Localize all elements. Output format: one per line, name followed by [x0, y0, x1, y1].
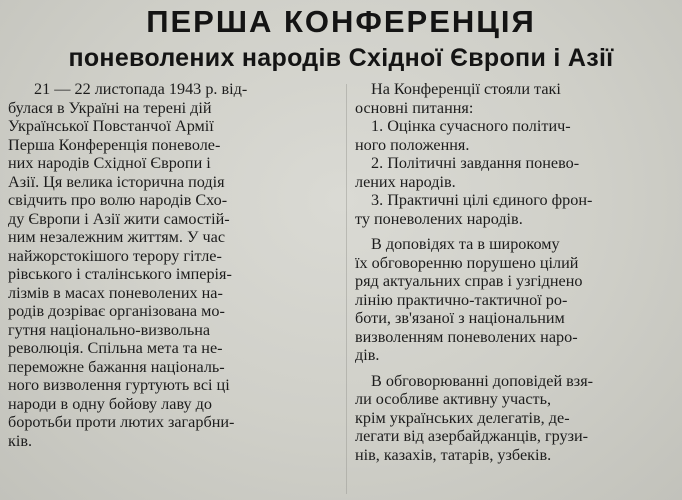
text-line: родів дозріває організована мо-: [8, 302, 225, 320]
text-line: рівського і сталінського імперія-: [8, 265, 232, 283]
text-line: їх обговоренню порушено цілий: [355, 253, 579, 272]
list-item: 1. Оцінка сучасного політич-: [371, 117, 571, 135]
column-divider: [346, 84, 347, 494]
text-line: основні питання:: [355, 98, 474, 117]
text-line: ним незалежним життям. У час: [8, 228, 226, 246]
list-item: 2. Політичні завдання понево-: [371, 154, 580, 172]
paragraph-gap: [355, 228, 675, 235]
headline-line-1: ПЕРША КОНФЕРЕНЦІЯ: [146, 4, 536, 39]
text-line: В доповідях та в широкому: [371, 235, 560, 253]
list-item: ту поневолених народів.: [355, 209, 523, 228]
text-line: булася в Україні на терені дій: [8, 98, 212, 117]
text-line: ного визволення гуртують всі ці: [8, 376, 230, 394]
right-column: [355, 80, 675, 464]
list-item: 3. Практичні цілі єдиного фрон-: [371, 191, 593, 209]
text-line: лізмів в масах поневолених на-: [8, 283, 223, 302]
text-line: переможне бажання національ-: [8, 357, 225, 376]
text-line: гутня національно-визвольна: [8, 320, 211, 339]
text-line: дів.: [355, 346, 380, 364]
headline-line-2: поневолених народів Східної Європи і Азії: [68, 44, 614, 72]
text-line: ряд актуальних справ і узгіднено: [355, 272, 583, 290]
text-line: крім українських делегатів, де-: [355, 408, 570, 427]
text-line: народи в одну бойову лаву до: [8, 394, 213, 413]
list-item: лених народів.: [355, 172, 456, 191]
text-line: лінію практично-тактичної ро-: [355, 290, 568, 309]
text-line: ду Європи і Азії жити самостій-: [8, 209, 230, 228]
text-line: ли особливе активну участь,: [355, 390, 552, 408]
text-line: ків.: [8, 431, 33, 450]
text-line: легати від азербайджанців, грузи-: [355, 427, 589, 445]
text-line: них народів Східної Європи і: [8, 154, 211, 172]
text-line: найжорстокішого терору гітле-: [8, 246, 222, 265]
text-line: визволенням поневолених наро-: [355, 327, 578, 346]
text-line: Перша Конференція поневоле-: [8, 135, 221, 154]
text-line: В обговорюванні доповідей взя-: [371, 371, 594, 390]
text-line: боротьби проти лютих загарбни-: [8, 413, 235, 431]
left-column: [8, 80, 342, 450]
text-line: свідчить про волю народів Схо-: [8, 191, 228, 209]
list-item: ного положення.: [355, 135, 470, 154]
text-line: нів, казахів, татарів, узбеків.: [355, 445, 552, 464]
text-line: Української Повстанчої Армії: [8, 117, 214, 135]
text-line: боти, зв'язаної з національним: [355, 309, 565, 327]
paragraph-gap: [355, 365, 675, 372]
text-line: революція. Спільна мета та не-: [8, 339, 223, 357]
text-line: На Конференції стояли такі: [371, 80, 561, 98]
text-line: Азії. Ця велика історична подія: [8, 172, 225, 191]
text-line: 21 — 22 листопада 1943 р. від-: [34, 80, 248, 98]
